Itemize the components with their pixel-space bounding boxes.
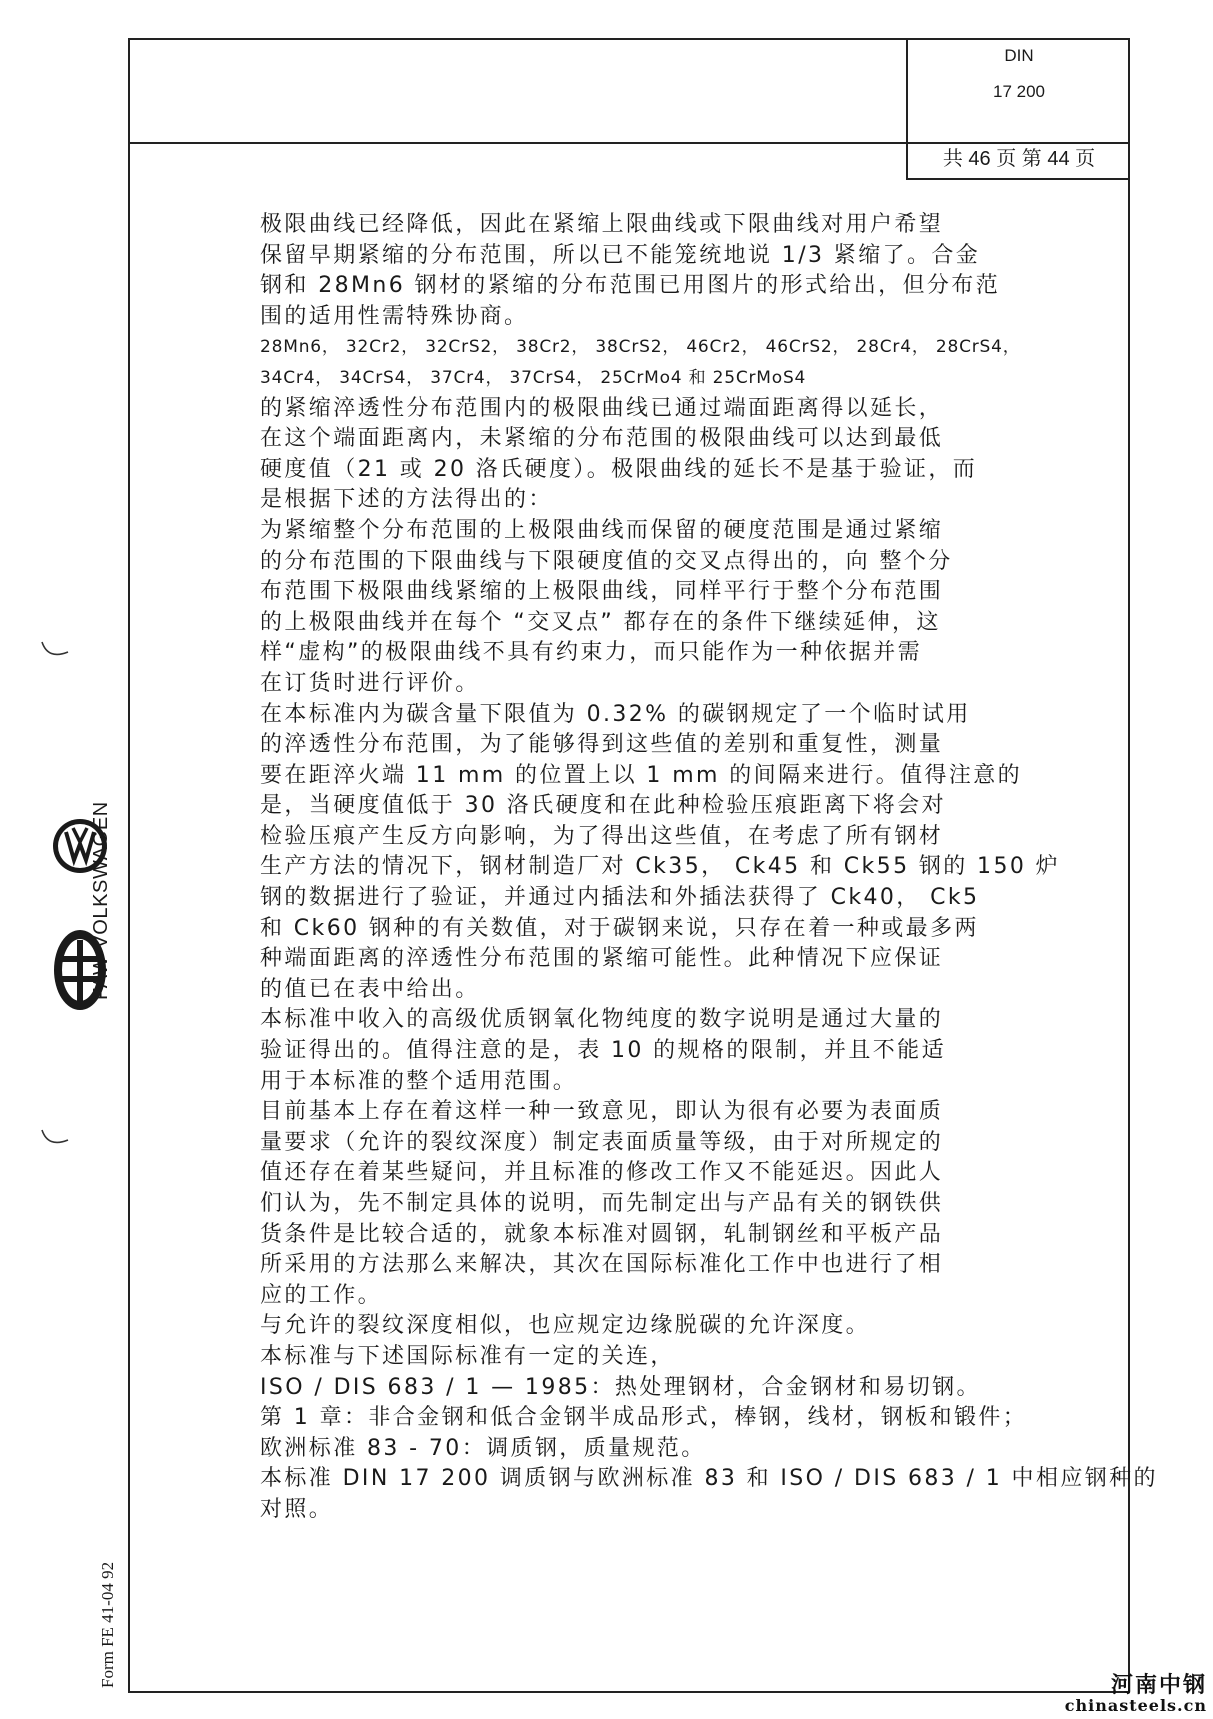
body-line: 要在距淬火端 11 mm 的位置上以 1 mm 的间隔来进行。值得注意的	[260, 762, 1023, 788]
body-line: 样“虚构”的极限曲线不具有约束力，而只能作为一种依据并需	[260, 640, 922, 666]
body-line: 和 Ck60 钢种的有关数值，对于碳钢来说，只存在着一种或最多两	[260, 915, 979, 941]
body-line: 用于本标准的整个适用范围。	[260, 1068, 578, 1094]
body-line: 在订货时进行评价。	[260, 670, 480, 696]
body-line: 保留早期紧缩的分布范围，所以已不能笼统地说 1/3 紧缩了。合金	[260, 242, 981, 268]
body-line: 是根据下述的方法得出的：	[260, 487, 553, 513]
body-line: 验证得出的。值得注意的是，表 10 的规格的限制，并且不能适	[260, 1038, 946, 1064]
body-line: 目前基本上存在着这样一种一致意见，即认为很有必要为表面质	[260, 1099, 944, 1125]
body-line: 种端面距离的淬透性分布范围的紧缩可能性。此种情况下应保证	[260, 946, 944, 972]
body-line: 量要求（允许的裂纹深度）制定表面质量等级，由于对所规定的	[260, 1129, 944, 1155]
body-line: 的淬透性分布范围，为了能够得到这些值的差别和重复性，测量	[260, 732, 944, 758]
standard-number: 17 200	[993, 82, 1045, 101]
punch-hole-mark	[38, 640, 74, 660]
document-body	[260, 210, 1158, 1526]
standard-id-box	[906, 40, 1130, 142]
body-line: 钢和 28Mn6 钢材的紧缩的分布范围已用图片的形式给出，但分布范	[260, 273, 1001, 299]
body-line: 本标准与下述国际标准有一定的关连，	[260, 1343, 675, 1369]
body-line: 与允许的裂纹深度相似，也应规定边缘脱碳的允许深度。	[260, 1313, 871, 1339]
site-watermark	[1065, 1673, 1207, 1715]
watermark-en: chinasteels.cn	[1064, 1696, 1207, 1715]
body-line: 们认为，先不制定具体的说明，而先制定出与产品有关的钢铁供	[260, 1191, 944, 1216]
body-line: 为紧缩整个分布范围的上极限曲线而保留的硬度范围是通过紧缩	[260, 517, 944, 543]
body-line: 本标准中收入的高级优质钢氧化物纯度的数字说明是通过大量的	[260, 1007, 944, 1033]
body-line: 钢的数据进行了验证，并通过内插法和外插法获得了 Ck40， Ck5	[260, 885, 980, 911]
standard-label: DIN	[1004, 46, 1034, 65]
body-line: 应的工作。	[260, 1282, 383, 1308]
body-line: 28Mn6， 32Cr2， 32CrS2， 38Cr2， 38CrS2， 46Cr2， 46CrS2， 28Cr4， 28CrS4，	[260, 337, 1021, 358]
body-line: 硬度值（21 或 20 洛氏硬度）。极限曲线的延长不是基于验证，而	[260, 456, 978, 482]
body-line: 值还存在着某些疑问，并且标准的修改工作又不能延迟。因此人	[260, 1160, 944, 1186]
body-line: ISO / DIS 683 / 1 — 1985：热处理钢材，合金钢材和易切钢。	[260, 1374, 981, 1400]
body-line: 的值已在表中给出。	[260, 976, 480, 1002]
body-line: 在这个端面距离内，未紧缩的分布范围的极限曲线可以达到最低	[260, 426, 944, 452]
body-line: 围的适用性需特殊协商。	[260, 303, 529, 329]
body-line: 的分布范围的下限曲线与下限硬度值的交叉点得出的，向 整个分	[260, 548, 953, 574]
body-line: 检验压痕产生反方向影响，为了得出这些值，在考虑了所有钢材	[260, 823, 944, 849]
brand-name: FAW-VOLKSWAGEN	[90, 801, 112, 1000]
body-line: 是，当硬度值低于 30 洛氏硬度和在此种检验压痕距离下将会对	[260, 793, 946, 819]
body-line: 欧洲标准 83 - 70：调质钢，质量规范。	[260, 1435, 706, 1461]
page-counter: 共 46 页 第 44 页	[906, 142, 1130, 180]
body-line: 货条件是比较合适的，就象本标准对圆钢，轧制钢丝和平板产品	[260, 1221, 944, 1247]
body-line: 极限曲线已经降低，因此在紧缩上限曲线或下限曲线对用户希望	[260, 212, 944, 237]
body-line: 对照。	[260, 1496, 334, 1522]
watermark-cn: 河南中钢	[1110, 1672, 1207, 1698]
body-line: 布范围下极限曲线紧缩的上极限曲线，同样平行于整个分布范围	[260, 579, 944, 605]
punch-hole-mark	[38, 1128, 74, 1148]
body-line: 的上极限曲线并在每个 “交叉点” 都存在的条件下继续延伸，这	[260, 609, 941, 635]
body-line: 34Cr4， 34CrS4， 37Cr4， 37CrS4， 25CrMo4 和 25CrMoS4	[260, 367, 807, 388]
body-line: 生产方法的情况下，钢材制造厂对 Ck35， Ck45 和 Ck55 钢的 150 炉	[260, 854, 1061, 880]
body-line: 在本标准内为碳含量下限值为 0.32% 的碳钢规定了一个临时试用	[260, 701, 971, 727]
body-line: 所采用的方法那么来解决，其次在国际标准化工作中也进行了相	[260, 1252, 944, 1278]
body-line: 的紧缩淬透性分布范围内的极限曲线已通过端面距离得以延长，	[260, 395, 944, 421]
body-line: 第 1 章：非合金钢和低合金钢半成品形式，棒钢，线材，钢板和锻件；	[260, 1405, 1028, 1431]
body-line: 本标准 DIN 17 200 调质钢与欧洲标准 83 和 ISO / DIS 683 / 1 中相应钢种的	[260, 1466, 1158, 1492]
form-code: Form FE 41-04 92	[98, 1561, 117, 1688]
